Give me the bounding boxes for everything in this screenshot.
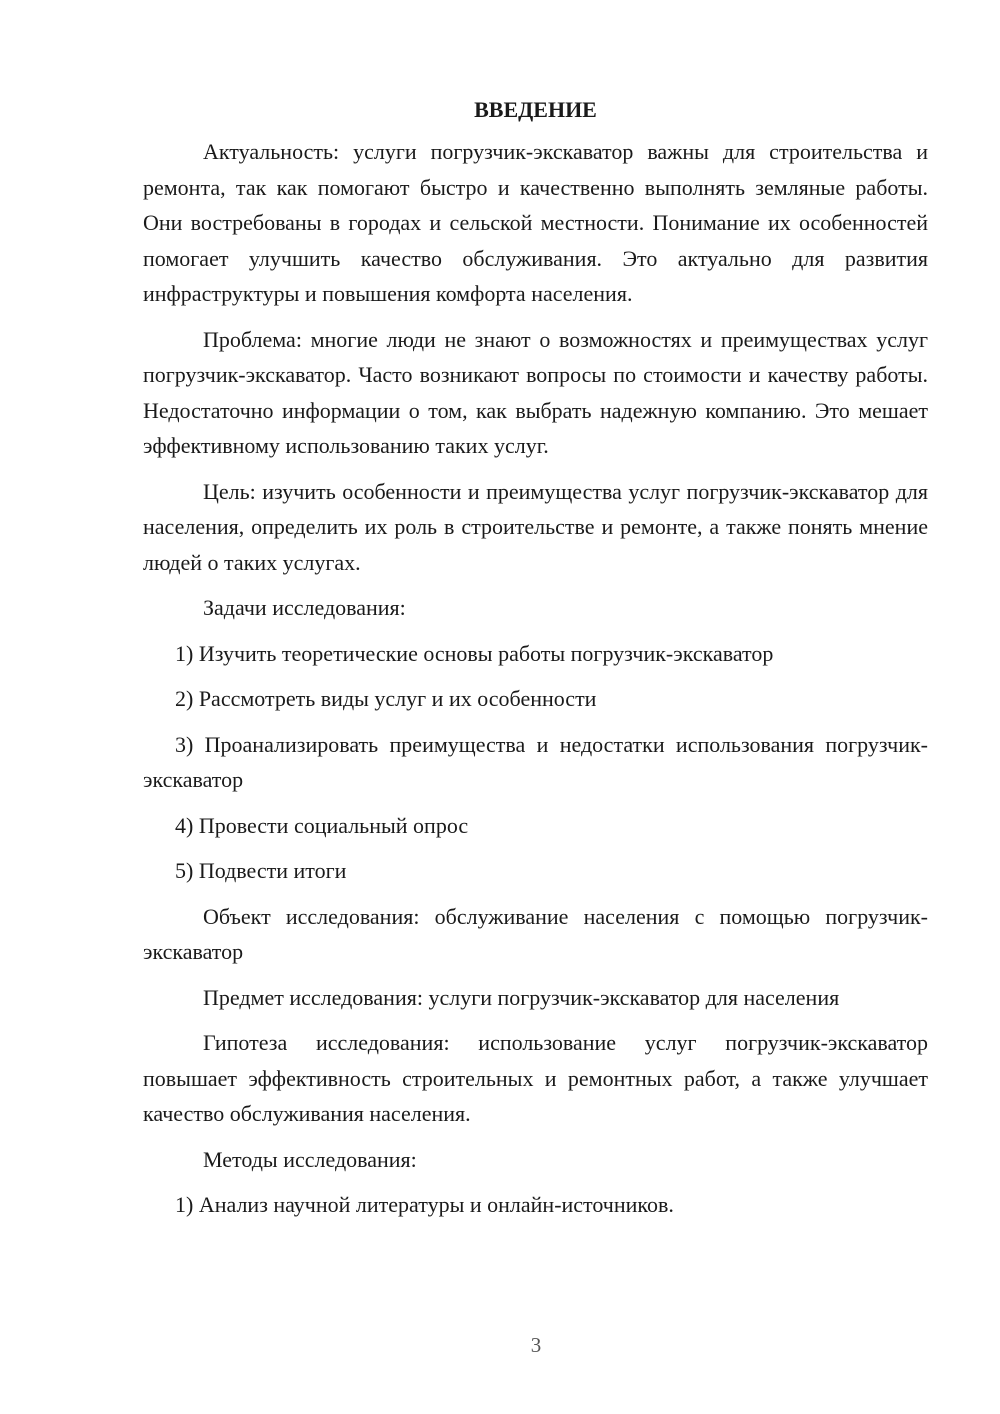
relevance-paragraph: Актуальность: услуги погрузчик-экскаватор важны для строительства и ремонта, так как помогают быстро и качественно выполнять земляные работы. Они востребованы в городах и сельской местности. Понимание их особенностей помогает улучшить качество обслуживания. Это актуально для развития инфраструктуры и повышения комфорта населения. bbox=[143, 139, 928, 306]
section-title: ВВЕДЕНИЕ bbox=[474, 97, 597, 122]
hypothesis-paragraph: Гипотеза исследования: использование услуг погрузчик-экскаватор повышает эффективность строительных и ремонтных работ, а также улучшает качество обслуживания населения. bbox=[143, 1030, 928, 1126]
object-paragraph: Объект исследования: обслуживание населения с помощью погрузчик-экскаватор bbox=[143, 903, 928, 964]
problem-paragraph: Проблема: многие люди не знают о возможностях и преимуществах услуг погрузчик-экскаватор. Часто возникают вопросы по стоимости и качеству работы. Недостаточно информации о том, как выбрать надежную компанию. Это мешает эффективному использованию таких услуг. bbox=[143, 326, 928, 458]
task-item: 5) Подвести итоги bbox=[175, 858, 347, 883]
task-item: 4) Провести социальный опрос bbox=[175, 812, 469, 838]
tasks-heading: Задачи исследования: bbox=[203, 595, 406, 620]
subject-paragraph: Предмет исследования: услуги погрузчик-экскаватор для населения bbox=[203, 984, 840, 1010]
task-item: 1) Изучить теоретические основы работы погрузчик-экскаватор bbox=[175, 640, 774, 666]
page-number: 3 bbox=[530, 1333, 542, 1357]
methods-heading: Методы исследования: bbox=[203, 1146, 417, 1172]
task-item: 3) Проанализировать преимущества и недостатки использования погрузчик-экскаватор bbox=[143, 731, 928, 792]
goal-paragraph: Цель: изучить особенности и преимущества услуг погрузчик-экскаватор для населения, определить их роль в строительстве и ремонте, а также понять мнение людей о таких услугах. bbox=[143, 478, 928, 575]
document-page bbox=[143, 92, 928, 1233]
method-item: 1) Анализ научной литературы и онлайн-источников. bbox=[175, 1192, 674, 1217]
task-item: 2) Рассмотреть виды услуг и их особенности bbox=[175, 686, 597, 711]
